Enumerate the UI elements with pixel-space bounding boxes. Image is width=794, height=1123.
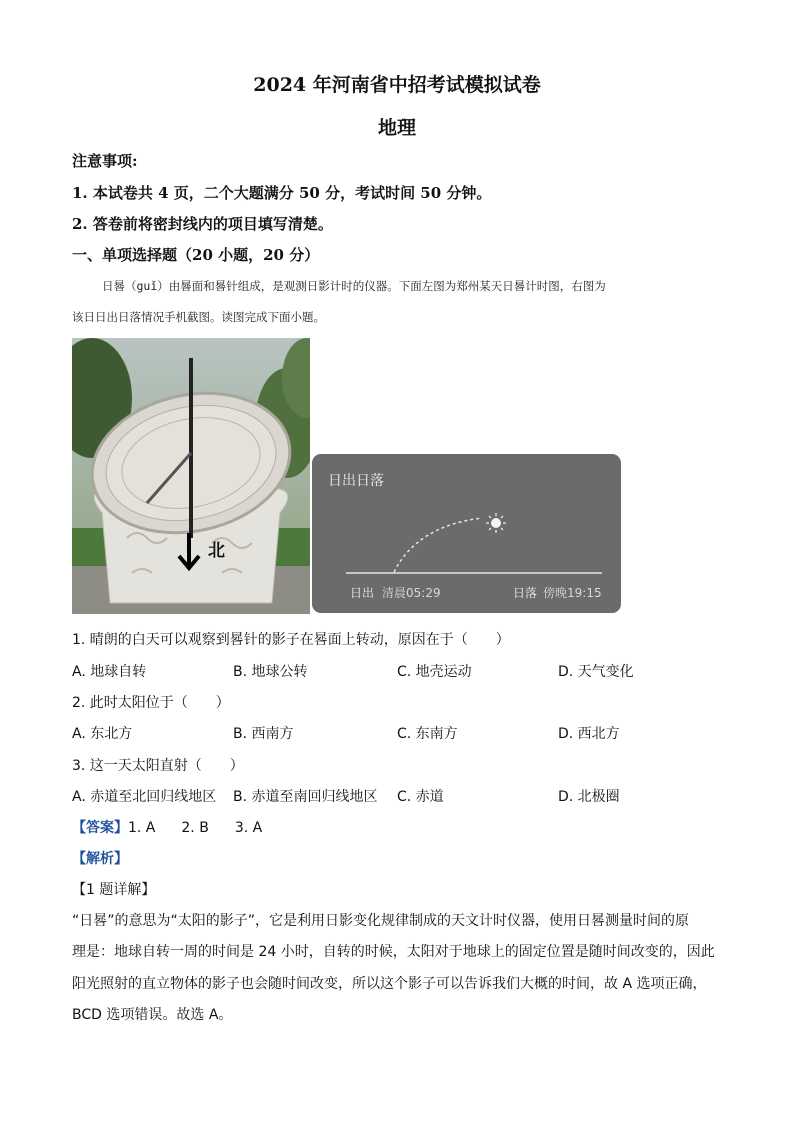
notes-item-2: 2. 答卷前将密封线内的项目填写清楚。 [72,215,333,233]
question-3-stem: 3. 这一天太阳直射（ ） [72,758,244,774]
question-2-option-a: A. 东北方 [72,726,133,742]
analysis-detail-tag: 【1 题详解】 [72,882,156,898]
sunset-time: 傍晚19:15 [543,586,602,600]
question-2-stem: 2. 此时太阳位于（ ） [72,695,230,711]
sunrise-label: 日出 [350,586,375,600]
answer-2: 2. B [181,820,209,836]
answer-row [72,817,262,837]
question-2-option-d: D. 西北方 [558,726,620,742]
north-label: 北 [208,541,225,561]
answer-1: 1. A [128,820,156,836]
sundial-photo [72,338,310,614]
sunrise-time: 清晨05:29 [382,586,441,600]
screenshot-title: 日出日落 [328,473,384,489]
question-3-option-a: A. 赤道至北回归线地区 [72,789,217,805]
question-1-stem: 1. 晴朗的白天可以观察到晷针的影子在晷面上转动，原因在于（ ） [72,632,510,648]
analysis-line-1: “日晷”的意思为“太阳的影子”，它是利用日影变化规律制成的天文计时仪器，使用日晷测量时间的原 [72,913,690,929]
sun-icon [491,518,501,528]
page-title: 2024 年河南省中招考试模拟试卷 [253,74,541,96]
question-1-option-d: D. 天气变化 [558,664,634,680]
question-1-option-c: C. 地壳运动 [397,664,472,680]
intro-line-1: 日晷（guǐ）由晷面和晷针组成，是观测日影计时的仪器。下面左图为郑州某天日晷计时图，右图为 [102,279,606,293]
sunrise-sunset-screenshot [312,454,621,613]
sunset-label: 日落 [513,586,538,600]
answer-tag: 【答案】 [72,820,128,836]
analysis-line-2: 理是：地球自转一周的时间是 24 小时，自转的时候，太阳对于地球上的固定位置是随时间改变的，因此 [72,944,715,960]
analysis-tag: 【解析】 [72,851,128,867]
page-subtitle: 地理 [377,117,416,139]
notes-item-1: 1. 本试卷共 4 页，二个大题满分 50 分，考试时间 50 分钟。 [72,184,492,202]
question-2-option-c: C. 东南方 [397,726,458,742]
question-2-option-b: B. 西南方 [233,726,294,742]
section-heading: 一、单项选择题（20 小题，20 分） [72,246,320,264]
question-3-option-b: B. 赤道至南回归线地区 [233,789,378,805]
question-1-option-b: B. 地球公转 [233,664,308,680]
analysis-line-3: 阳光照射的直立物体的影子也会随时间改变，所以这个影子可以告诉我们大概的时间，故 A 选项正确， [72,976,707,992]
intro-line-2: 该日日出日落情况手机截图。读图完成下面小题。 [72,310,325,324]
question-3-option-c: C. 赤道 [397,789,444,805]
analysis-line-4: BCD 选项错误。故选 A。 [72,1007,233,1023]
question-1-option-a: A. 地球自转 [72,664,147,680]
notes-heading: 注意事项: [72,152,138,170]
answer-3: 3. A [234,820,263,836]
sundial-illustration [72,338,310,614]
question-3-option-d: D. 北极圈 [558,789,620,805]
